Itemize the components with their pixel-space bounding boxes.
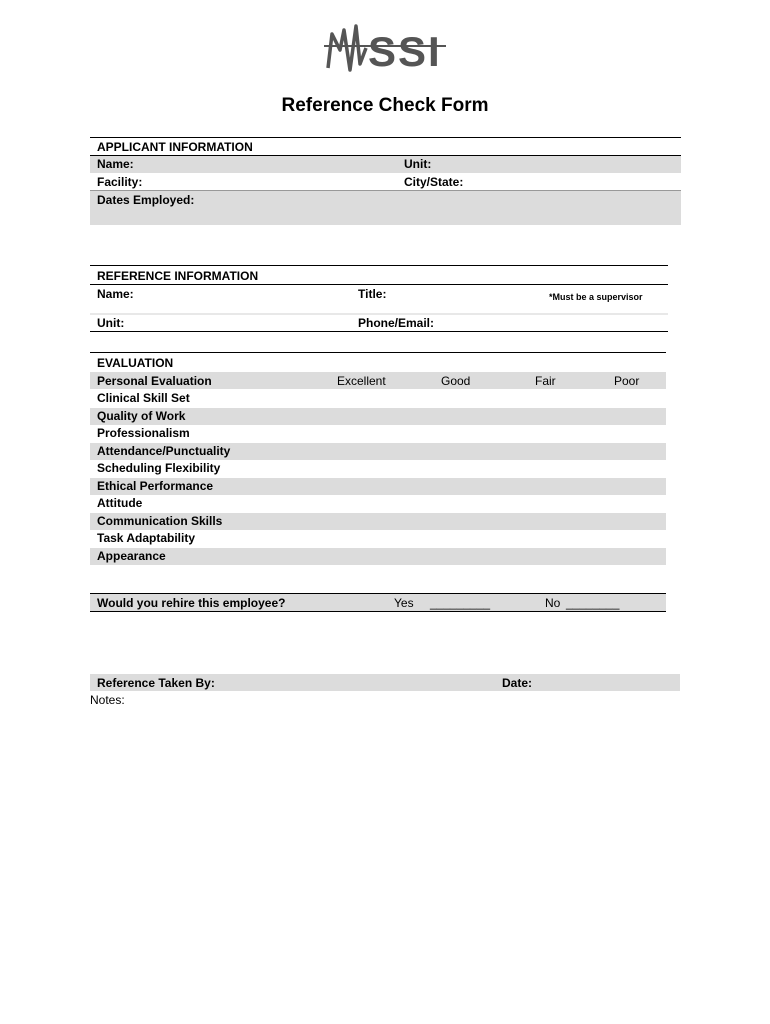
- rehire-no-blank[interactable]: ________: [566, 596, 620, 610]
- taken-by-label: Reference Taken By:: [97, 676, 215, 690]
- evaluation-item-label: Task Adaptability: [97, 531, 196, 545]
- evaluation-row-attitude[interactable]: [90, 495, 666, 513]
- reference-unit-label: Unit:: [97, 316, 125, 330]
- evaluation-row-appearance[interactable]: [90, 548, 666, 566]
- svg-text:SSI: SSI: [368, 28, 442, 75]
- evaluation-row-scheduling-flexibility[interactable]: [90, 460, 666, 478]
- applicant-heading: APPLICANT INFORMATION: [97, 140, 253, 154]
- evaluation-row-professionalism[interactable]: [90, 425, 666, 443]
- evaluation-item-label: Ethical Performance: [97, 478, 214, 493]
- applicant-unit-label: Unit:: [404, 157, 432, 171]
- divider: [90, 190, 681, 191]
- reference-title-label: Title:: [358, 287, 387, 301]
- evaluation-row-attendance-punctuality[interactable]: [90, 443, 666, 461]
- applicant-dates-label: Dates Employed:: [97, 193, 195, 207]
- evaluation-row-communication-skills[interactable]: [90, 513, 666, 531]
- rehire-no-label: No: [545, 596, 561, 610]
- rating-poor: Poor: [614, 374, 640, 388]
- divider: [90, 155, 681, 156]
- reference-name-label: Name:: [97, 287, 134, 301]
- evaluation-item-label: Scheduling Flexibility: [97, 461, 221, 475]
- applicant-name-row[interactable]: [90, 156, 681, 173]
- evaluation-subheading: Personal Evaluation: [97, 374, 212, 388]
- rehire-yes-blank[interactable]: _________: [430, 596, 491, 610]
- evaluation-item-label: Clinical Skill Set: [97, 391, 190, 405]
- evaluation-row-clinical-skill-set[interactable]: [90, 390, 666, 408]
- reference-phone-label: Phone/Email:: [358, 316, 435, 330]
- evaluation-item-label: Communication Skills: [97, 513, 223, 528]
- rehire-yes-label: Yes: [394, 596, 414, 610]
- evaluation-heading: EVALUATION: [97, 356, 174, 370]
- rating-fair: Fair: [535, 374, 556, 388]
- evaluation-item-label: Appearance: [97, 548, 166, 563]
- rehire-question: Would you rehire this employee?: [97, 596, 286, 610]
- evaluation-item-label: Professionalism: [97, 426, 190, 440]
- notes-label: Notes:: [90, 693, 125, 707]
- evaluation-item-label: Attitude: [97, 496, 143, 510]
- divider: [90, 284, 668, 285]
- divider: [90, 265, 668, 266]
- supervisor-note: *Must be a supervisor: [549, 292, 643, 302]
- evaluation-row-quality-of-work[interactable]: [90, 408, 666, 426]
- divider: [90, 331, 668, 332]
- evaluation-row-task-adaptability[interactable]: [90, 530, 666, 548]
- mssi-logo: [320, 20, 450, 76]
- page-title: Reference Check Form: [281, 95, 489, 116]
- rating-excellent: Excellent: [337, 374, 386, 388]
- applicant-city-state-label: City/State:: [404, 175, 464, 189]
- divider: [90, 352, 666, 353]
- reference-heading: REFERENCE INFORMATION: [97, 269, 259, 283]
- evaluation-item-label: Attendance/Punctuality: [97, 443, 231, 458]
- applicant-name-label: Name:: [97, 157, 134, 171]
- evaluation-row-ethical-performance[interactable]: [90, 478, 666, 496]
- divider: [90, 137, 681, 138]
- date-label: Date:: [502, 676, 533, 690]
- applicant-facility-label: Facility:: [97, 175, 143, 189]
- evaluation-item-label: Quality of Work: [97, 408, 186, 423]
- rating-good: Good: [441, 374, 471, 388]
- divider: [90, 611, 666, 612]
